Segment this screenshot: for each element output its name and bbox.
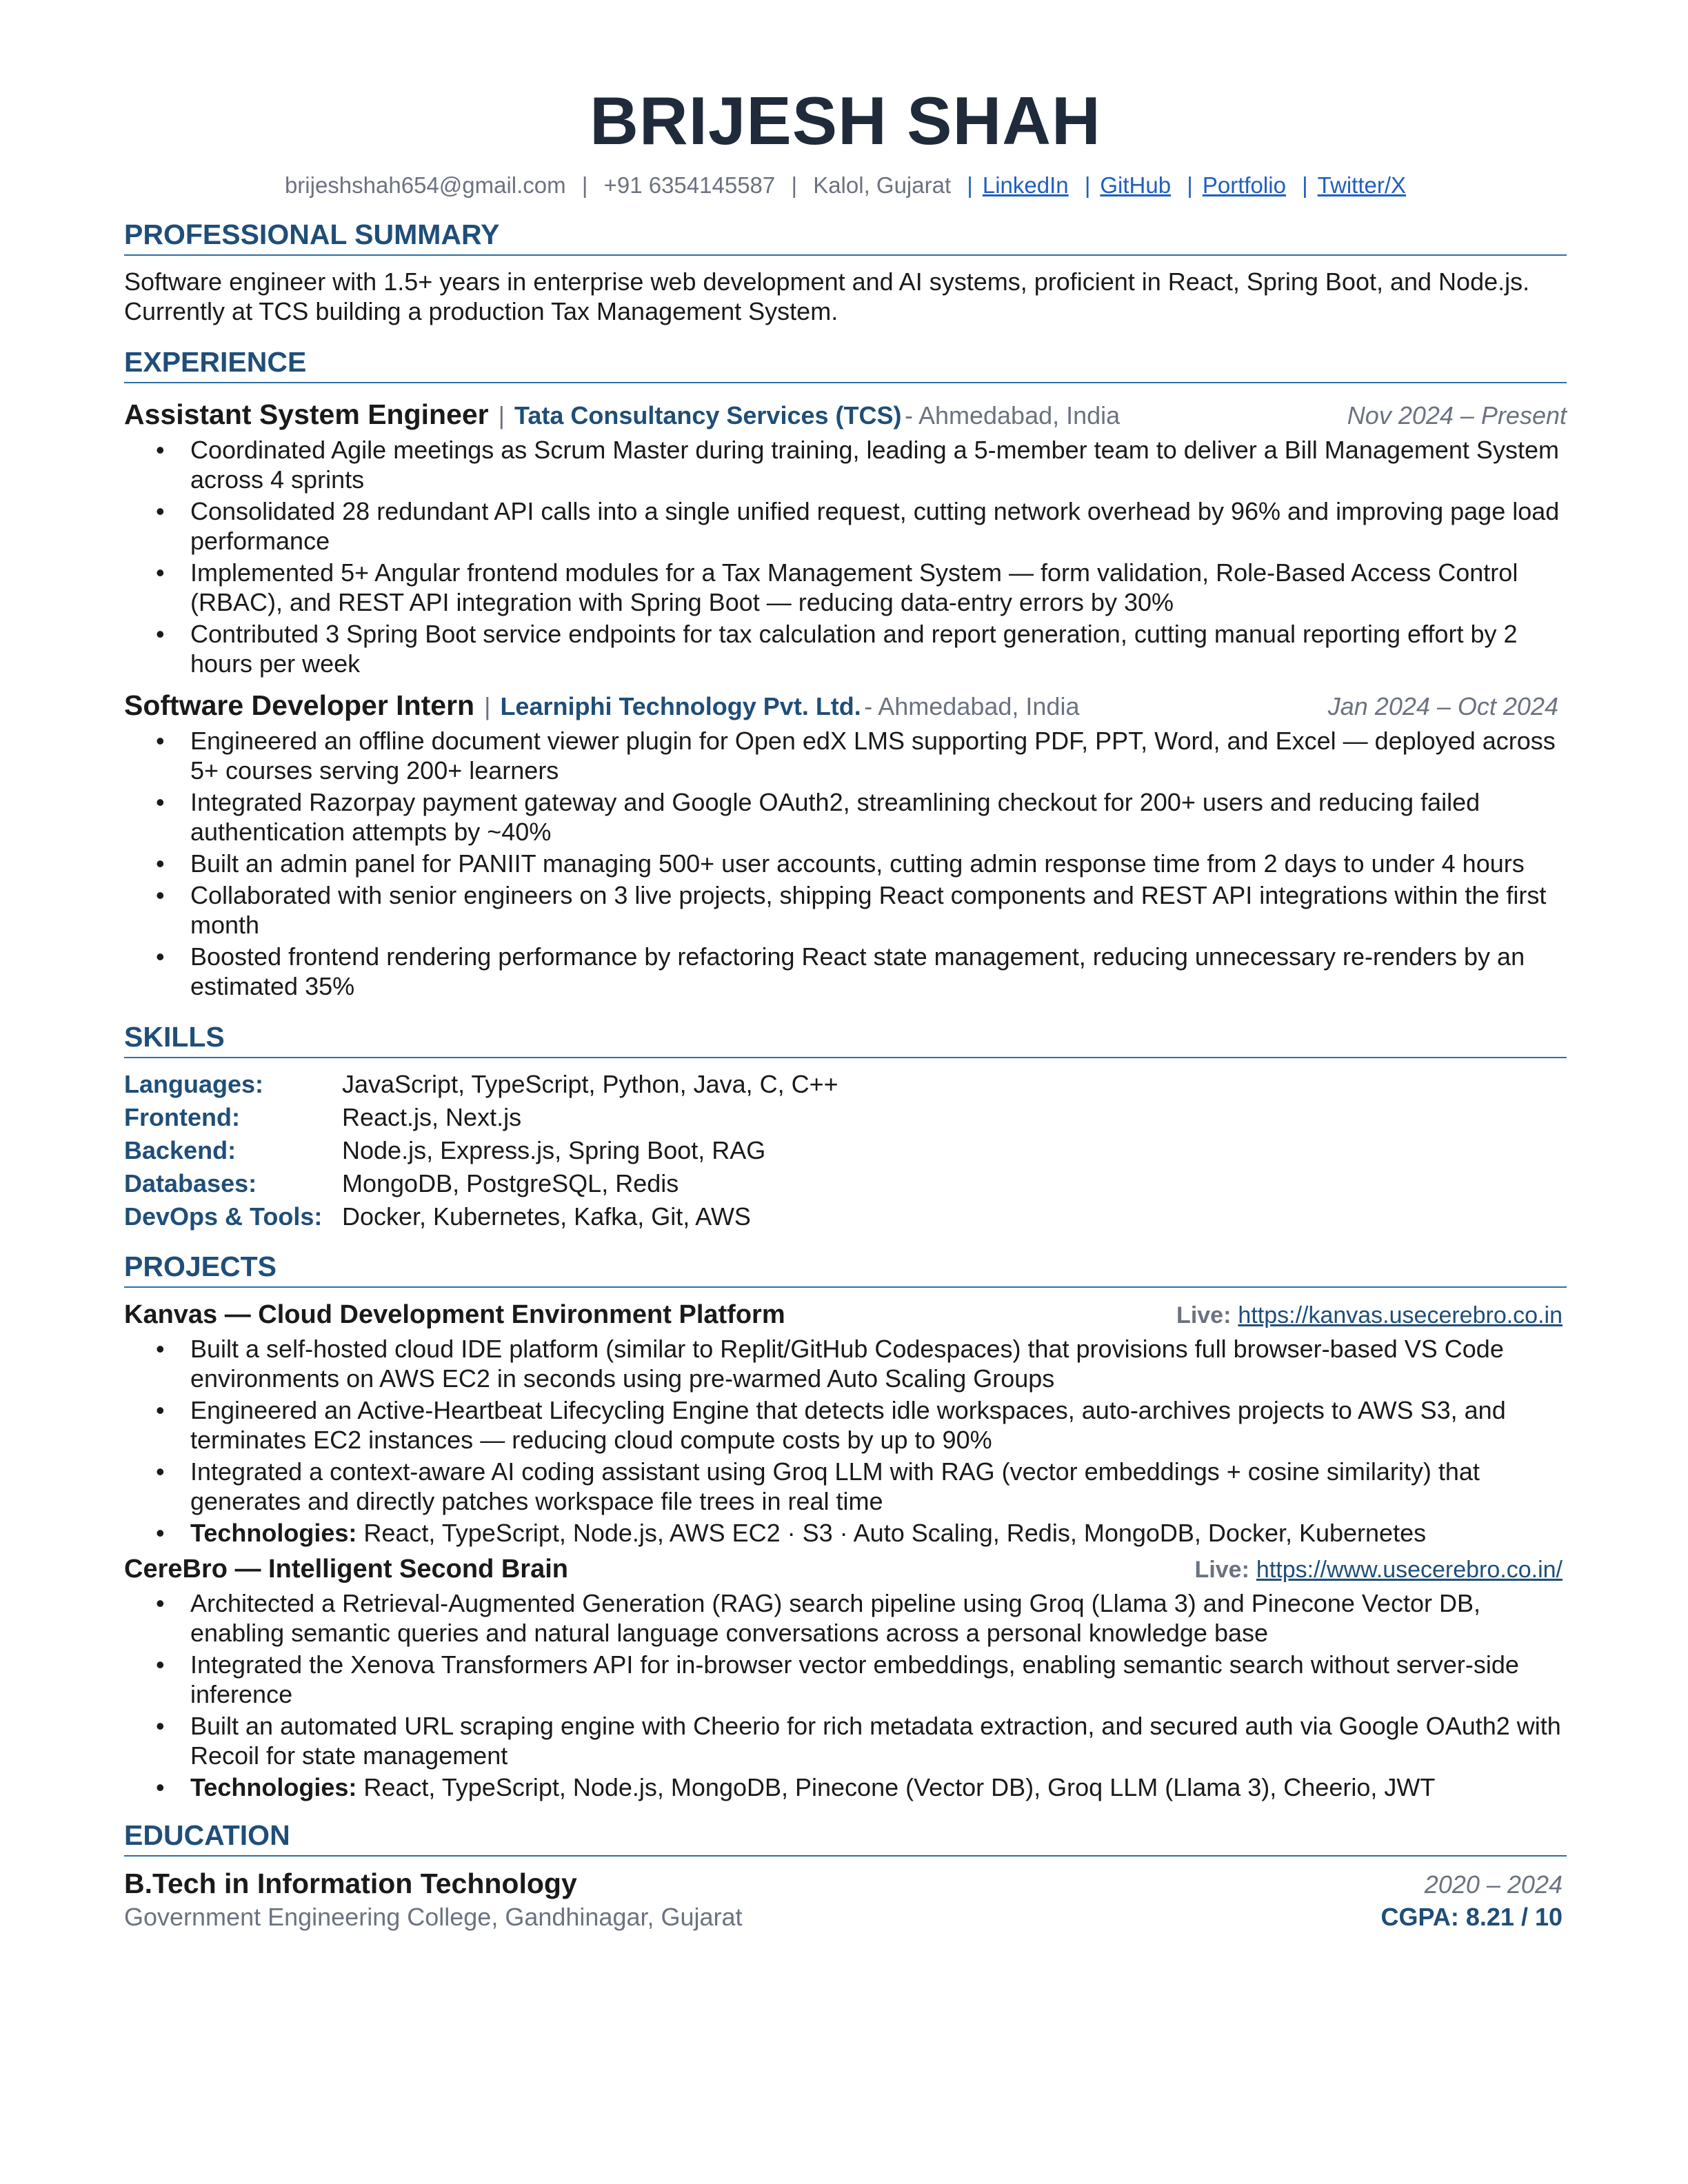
summary-heading: PROFESSIONAL SUMMARY xyxy=(124,219,1567,256)
project-title: Kanvas — Cloud Development Environment Platform xyxy=(124,1300,785,1330)
job-header xyxy=(124,398,1567,431)
skill-row xyxy=(124,1167,1567,1200)
list-item: • Architected a Retrieval-Augmented Generation (RAG) search pipeline using Groq (Llama 3) and Pinecone Vector DB, enabling semantic queries and natural language conversations across a personal knowledge base xyxy=(124,1588,1567,1648)
job-header xyxy=(124,689,1567,722)
resume-page xyxy=(124,0,1567,1932)
job-separator: | xyxy=(484,692,491,721)
job-company: Learniphi Technology Pvt. Ltd. xyxy=(500,692,861,721)
list-item: • Coordinated Agile meetings as Scrum Master during training, leading a 5-member team to deliver a Bill Management System across 4 sprints xyxy=(124,435,1567,494)
school-name: Government Engineering College, Gandhinagar, Gujarat xyxy=(124,1903,743,1932)
contact-separator: | xyxy=(791,172,798,198)
project-title: CereBro — Intelligent Second Brain xyxy=(124,1555,568,1584)
skill-label: Databases: xyxy=(124,1169,257,1198)
skill-value: MongoDB, PostgreSQL, Redis xyxy=(342,1169,679,1198)
project-entry xyxy=(124,1300,1567,1548)
skill-row xyxy=(124,1134,1567,1167)
list-item: • Collaborated with senior engineers on 3 live projects, shipping React components and REST API integrations within the first month xyxy=(124,880,1567,940)
skills-list xyxy=(124,1068,1567,1233)
list-item xyxy=(124,1518,1567,1548)
project-bullets xyxy=(124,1588,1567,1802)
tech-list: React, TypeScript, Node.js, AWS EC2 · S3 · Auto Scaling, Redis, MongoDB, Docker, Kubernetes xyxy=(363,1519,1427,1548)
education-details xyxy=(124,1903,1563,1932)
location-text: Kalol, Gujarat xyxy=(813,172,952,198)
tech-label: Technologies: xyxy=(190,1519,357,1548)
job-location: - Ahmedabad, India xyxy=(864,692,1080,721)
skills-heading: SKILLS xyxy=(124,1022,1567,1058)
contact-line xyxy=(124,172,1567,199)
job-role: Software Developer Intern xyxy=(124,689,475,722)
experience-heading: EXPERIENCE xyxy=(124,347,1567,383)
job-entry xyxy=(124,398,1567,678)
degree-title: B.Tech in Information Technology xyxy=(124,1868,577,1900)
project-entry xyxy=(124,1555,1567,1802)
job-role: Assistant System Engineer xyxy=(124,398,489,431)
portfolio-link[interactable]: | Portfolio xyxy=(1187,172,1286,198)
list-item: • Built a self-hosted cloud IDE platform (similar to Replit/GitHub Codespaces) that provisions full browser-based VS Code environments on AWS EC2 in seconds using pre-warmed Auto Scaling Groups xyxy=(124,1334,1567,1393)
skill-label: Languages: xyxy=(124,1070,264,1099)
list-item: • Built an automated URL scraping engine with Cheerio for rich metadata extraction, and secured auth via Google OAuth2 with Recoil for state management xyxy=(124,1711,1567,1770)
list-item: • Implemented 5+ Angular frontend modules for a Tax Management System — form validation, Role-Based Access Control (RBAC), and REST API integration with Spring Boot — reducing data-entry errors by 30% xyxy=(124,558,1567,617)
projects-heading: PROJECTS xyxy=(124,1251,1567,1288)
education-heading: EDUCATION xyxy=(124,1820,1567,1857)
list-item: • Built an admin panel for PANIIT managing 500+ user accounts, cutting admin response time from 2 days to under 4 hours xyxy=(124,849,1567,878)
job-bullets xyxy=(124,435,1567,678)
skill-label: Frontend: xyxy=(124,1103,240,1132)
phone-text: +91 6354145587 xyxy=(603,172,776,198)
education-dates: 2020 – 2024 xyxy=(1424,1870,1563,1899)
skill-value: JavaScript, TypeScript, Python, Java, C, C++ xyxy=(342,1070,838,1099)
list-item: • Integrated Razorpay payment gateway and Google OAuth2, streamlining checkout for 200+ users and reducing failed authentication attempts by ~40% xyxy=(124,787,1567,847)
list-item: • Integrated the Xenova Transformers API for in-browser vector embeddings, enabling semantic search without server-side inference xyxy=(124,1650,1567,1709)
twitter-link[interactable]: | Twitter/X xyxy=(1302,172,1407,198)
project-header xyxy=(124,1555,1567,1584)
project-header xyxy=(124,1300,1567,1330)
github-link[interactable]: | GitHub xyxy=(1084,172,1172,198)
skill-row xyxy=(124,1200,1567,1233)
job-dates: Nov 2024 – Present xyxy=(1347,401,1567,430)
list-item: • Engineered an Active-Heartbeat Lifecycling Engine that detects idle workspaces, auto-archives projects to AWS S3, and terminates EC2 instances — reducing cloud compute costs by up to 90% xyxy=(124,1395,1567,1455)
list-item xyxy=(124,1772,1567,1802)
education-header xyxy=(124,1868,1563,1900)
skill-row xyxy=(124,1068,1567,1101)
live-label: Live: xyxy=(1176,1302,1232,1329)
project-live-link[interactable]: https://www.usecerebro.co.in/ xyxy=(1256,1557,1563,1584)
linkedin-link[interactable]: | LinkedIn xyxy=(967,172,1069,198)
skill-value: Node.js, Express.js, Spring Boot, RAG xyxy=(342,1136,766,1165)
contact-separator: | xyxy=(581,172,588,198)
tech-list: React, TypeScript, Node.js, MongoDB, Pinecone (Vector DB), Groq LLM (Llama 3), Cheerio, JWT xyxy=(363,1773,1436,1802)
project-live-link[interactable]: https://kanvas.usecerebro.co.in xyxy=(1238,1302,1563,1329)
job-dates: Jan 2024 – Oct 2024 xyxy=(1327,692,1558,721)
list-item: • Integrated a context-aware AI coding assistant using Groq LLM with RAG (vector embeddings + cosine similarity) that generates and directly patches workspace file trees in real time xyxy=(124,1457,1567,1516)
list-item: • Contributed 3 Spring Boot service endpoints for tax calculation and report generation, cutting manual reporting effort by 2 hours per week xyxy=(124,619,1567,678)
live-label: Live: xyxy=(1194,1557,1249,1584)
cgpa-text: CGPA: 8.21 / 10 xyxy=(1380,1903,1563,1932)
candidate-name: BRIJESH SHAH xyxy=(590,83,1101,159)
list-item: • Consolidated 28 redundant API calls into a single unified request, cutting network overhead by 96% and improving page load performance xyxy=(124,496,1567,556)
job-company: Tata Consultancy Services (TCS) xyxy=(514,401,902,430)
skill-label: DevOps & Tools: xyxy=(124,1202,323,1231)
education-entry xyxy=(124,1868,1567,1932)
list-item: • Boosted frontend rendering performance by refactoring React state management, reducing unnecessary re-renders by an estimated 35% xyxy=(124,942,1567,1001)
email-text: brijeshshah654@gmail.com xyxy=(284,172,566,198)
skill-value: Docker, Kubernetes, Kafka, Git, AWS xyxy=(342,1202,751,1231)
job-separator: | xyxy=(498,401,505,430)
project-bullets xyxy=(124,1334,1567,1548)
list-item: • Engineered an offline document viewer plugin for Open edX LMS supporting PDF, PPT, Word, and Excel — deployed across 5+ courses serving 200+ learners xyxy=(124,726,1567,785)
skill-row xyxy=(124,1101,1567,1134)
job-bullets xyxy=(124,726,1567,1001)
skill-value: React.js, Next.js xyxy=(342,1103,522,1132)
job-location: - Ahmedabad, India xyxy=(904,401,1121,430)
summary-text: Software engineer with 1.5+ years in enterprise web development and AI systems, proficient in React, Spring Boot, and Node.js. Currently at TCS building a production Tax Management System. xyxy=(124,267,1530,326)
tech-label: Technologies: xyxy=(190,1773,357,1802)
job-entry xyxy=(124,689,1567,1001)
skill-label: Backend: xyxy=(124,1136,237,1165)
